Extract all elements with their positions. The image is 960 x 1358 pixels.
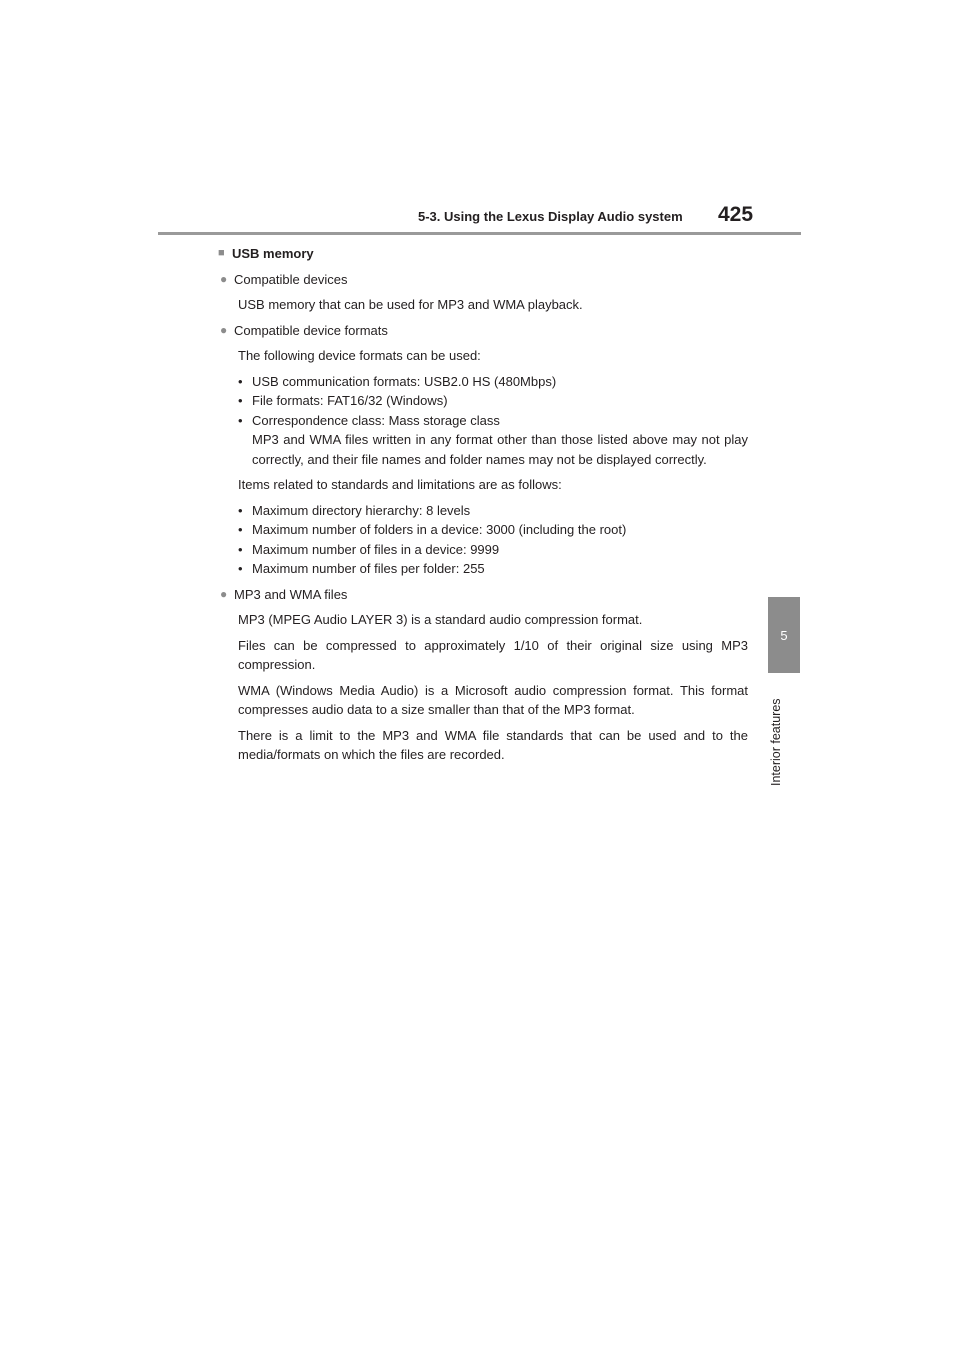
list-item: • Maximum number of files in a device: 9999 — [238, 540, 748, 560]
section-title: 5-3. Using the Lexus Display Audio system — [418, 209, 683, 224]
chapter-tab — [768, 597, 800, 673]
bullet-dot-icon: • — [238, 373, 243, 389]
circle-bullet-icon: ● — [220, 586, 228, 601]
mp3-wma-paragraph: WMA (Windows Media Audio) is a Microsoft audio compression format. This format compresses audio data to a size smaller than that of the MP3 format. — [238, 682, 748, 717]
formats-list — [238, 372, 748, 470]
compatible-devices-heading — [218, 270, 748, 290]
bullet-dot-icon: • — [238, 541, 243, 557]
mp3-wma-paragraph: Files can be compressed to approximately 1/10 of their original size using MP3 compression. — [238, 637, 748, 672]
list-item: • Maximum directory hierarchy: 8 levels — [238, 501, 748, 521]
bullet-dot-icon: • — [238, 561, 243, 576]
main-content — [218, 244, 748, 771]
circle-bullet-icon: ● — [220, 271, 228, 286]
chapter-number: 5 — [780, 627, 788, 643]
mp3-wma-heading — [218, 585, 748, 605]
list-item: • Maximum number of folders in a device: 3000 (including the root) — [238, 520, 748, 540]
square-icon: ■ — [218, 247, 225, 259]
list-item: • Maximum number of files per folder: 255 — [238, 559, 748, 579]
bullet-dot-icon: • — [238, 412, 243, 428]
page-number: 425 — [718, 203, 754, 226]
list-item: • Correspondence class: Mass storage class — [238, 411, 748, 431]
usb-memory-heading — [218, 244, 748, 264]
bullet-dot-icon: • — [238, 522, 243, 537]
compatible-formats-heading-text: Compatible device formats — [234, 322, 388, 338]
formats-note: MP3 and WMA files written in any format other than those listed above may not play correctly, and their file names and folder names may not be displayed correctly. — [252, 432, 748, 467]
compatible-formats-heading — [218, 321, 748, 341]
mp3-wma-heading-text: MP3 and WMA files — [234, 586, 348, 602]
compatible-devices-text: USB memory that can be used for MP3 and WMA playback. — [238, 297, 583, 312]
mp3-wma-paragraph: MP3 (MPEG Audio LAYER 3) is a standard audio compression format. — [238, 612, 643, 627]
chapter-label: Interior features — [769, 698, 783, 786]
limits-list — [238, 501, 748, 579]
compatible-devices-heading-text: Compatible devices — [234, 271, 348, 287]
list-item: • File formats: FAT16/32 (Windows) — [238, 391, 748, 411]
bullet-dot-icon: • — [238, 502, 243, 518]
mp3-wma-paragraph: There is a limit to the MP3 and WMA file standards that can be used and to the media/formats on which the files are recorded. — [238, 727, 748, 762]
list-item: • USB communication formats: USB2.0 HS (480Mbps) — [238, 372, 748, 392]
circle-bullet-icon: ● — [220, 322, 228, 337]
formats-intro: The following device formats can be used: — [238, 348, 481, 363]
limits-intro: Items related to standards and limitations are as follows: — [238, 477, 562, 492]
bullet-dot-icon: • — [238, 393, 243, 408]
usb-memory-heading-text: USB memory — [232, 246, 314, 261]
header-divider — [158, 232, 801, 235]
